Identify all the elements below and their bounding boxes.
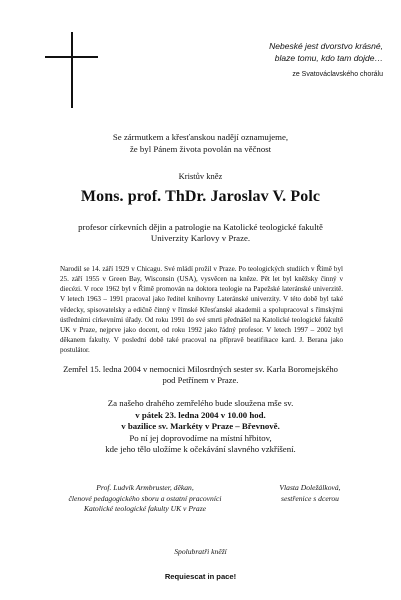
signatory-left-2: členové pedagogického sboru a ostatní pracovníci	[68, 493, 222, 503]
signatory-left-3: Katolické teologické fakulty UK v Praze	[83, 504, 207, 513]
deceased-name: Mons. prof. ThDr. Jaroslav V. Polc	[80, 188, 321, 205]
service-line-1: Za našeho drahého zemřelého bude sloužena mše sv.	[107, 398, 294, 408]
death-line-2: pod Petřínem v Praze.	[162, 375, 239, 385]
intro-line-1: Se zármutkem a křesťanskou nadějí oznamujeme,	[112, 132, 289, 142]
intro-text	[40, 132, 361, 155]
biography-paragraph: Narodil se 14. září 1929 v Chicagu. Své mládí prožil v Praze. Po teologických studiích v Římě byl 25. září 1955 v Green Bay, Wisconsin (USA), vysvěcen na kněze. Pět let byl kněžsky činný v diecézi. V roce 1962 byl v Římě promován na doktora teologie na Papežské lateránské univerzitě. V letech 1963 – 1991 pracoval jako ředitel knihovny Lateránské univerzity. V této době byl také vědecky, spisovatelsky a edičně činný v římské Křesťanské akademii a spolupracoval s římskými ústředními církevními úřady. Od roku 1991 do své smrti přednášel na Katolické teologické fakultě UK v Praze, nejprve jako docent, od roku 1992 jako řádný profesor. V letech 1997 – 2002 byl děkanem fakulty. V poslední době také pracoval na přípravě beatifikace kard. J. Berana jako postulátor.	[60, 265, 343, 355]
quote-line-2: blaze tomu, kdo tam dojde…	[274, 53, 383, 63]
death-line-1: Zemřel 15. ledna 2004 v nemocnici Milosrdných sester sv. Karla Boromejského	[63, 364, 338, 374]
service-place: v bazilice sv. Markéty v Praze – Břevnově.	[121, 421, 280, 432]
signatory-right-2: sestřenice s dcerou	[281, 493, 339, 503]
quote-source: ze Svatováclavského chorálu	[292, 71, 383, 78]
service-line-4: Po ní jej doprovodíme na místní hřbitov,	[129, 432, 272, 443]
priest-title: Kristův kněz	[178, 171, 223, 181]
signatory-left-1: Prof. Ludvík Armbruster, děkan,	[96, 483, 194, 492]
signatories-right	[255, 483, 365, 504]
quote-line-1: Nebeské jest dvorstvo krásné,	[269, 41, 383, 51]
death-notice	[40, 364, 361, 386]
position-text	[40, 222, 361, 244]
cross-icon	[71, 32, 73, 108]
cross-icon-bar	[45, 56, 98, 58]
position-line-1: profesor církevních dějin a patrologie na Katolické teologické fakultě	[78, 222, 323, 232]
signatory-priests: Spolubratři kněží	[174, 547, 227, 556]
service-date: v pátek 23. ledna 2004 v 10.00 hod.	[135, 409, 266, 420]
funeral-service	[40, 398, 361, 456]
position-line-2: Univerzity Karlovy v Praze.	[150, 233, 251, 243]
signatory-right-1: Vlasta Doležálková,	[279, 483, 341, 492]
closing-line: Requiescat in pace!	[164, 572, 237, 581]
quote-block	[193, 40, 383, 81]
signatories-left	[45, 483, 245, 515]
intro-line-2: že byl Pánem života povolán na věčnost	[129, 143, 272, 154]
service-line-5: kde jeho tělo uložíme k očekávání slavného vzkříšení.	[105, 444, 296, 455]
